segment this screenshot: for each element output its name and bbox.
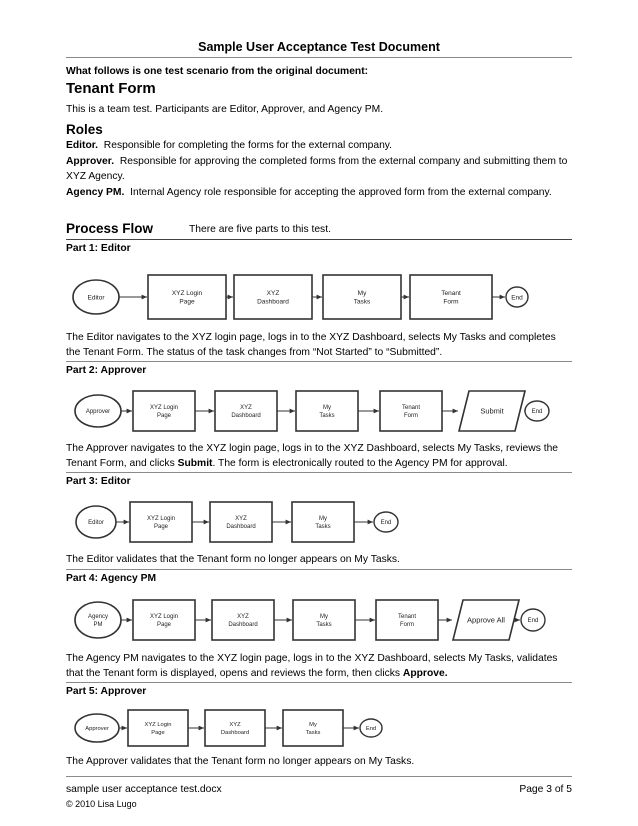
role-name: Approver. <box>66 156 115 167</box>
part-1-rule <box>66 361 572 362</box>
flow-step-my-tasks <box>296 391 358 431</box>
flow-step-tenant-form <box>410 275 492 319</box>
part-3-label: Part 3: Editor <box>66 476 131 487</box>
desc-text: The Approver navigates to the XYZ login page, logs in to the XYZ Dashboard, selects My Tasks, reviews the Tenant Form, and clicks <box>66 443 559 469</box>
flow-node-label: Dashboard <box>231 413 261 420</box>
part-5-label: Part 5: Approver <box>66 686 147 697</box>
flow-node-label: Tenant <box>401 405 421 412</box>
flow-node-label: My <box>319 516 327 523</box>
flow-node-label: My <box>357 290 367 298</box>
flow-node-label: My <box>323 405 331 412</box>
role-name: Agency PM. <box>66 187 125 198</box>
footer-filename: sample user acceptance test.docx <box>66 784 222 795</box>
flow-node-label: Dashboard <box>226 524 256 531</box>
flow-node-label: Form <box>443 298 459 306</box>
flow-node-label: Tenant <box>441 290 461 298</box>
desc-text-after: . The form is electronically routed to the Agency PM for approval. <box>212 458 508 469</box>
flow-step-xyz-login-page <box>128 710 188 746</box>
flow-step-tenant-form <box>380 391 442 431</box>
flow-end-node <box>521 609 545 631</box>
part-3-rule <box>66 569 572 570</box>
flow-node-label: End <box>380 520 392 527</box>
part-5-flowchart <box>66 706 572 752</box>
part-1-description: The Editor navigates to the XYZ login page, logs in to the XYZ Dashboard, selects My Tasks and completes the Tenant Form. The status of the task changes from “Not Started” to “Submitted”. <box>66 332 556 358</box>
flow-node-label: XYZ Login <box>149 405 179 412</box>
flow-node-label: Tenant <box>397 614 417 621</box>
flow-node-label: End <box>511 294 523 302</box>
part-3-description: The Editor validates that the Tenant form no longer appears on My Tasks. <box>66 554 400 565</box>
flow-step-my-tasks <box>323 275 401 319</box>
flow-node-label: Editor <box>87 294 105 302</box>
process-flow-note: There are five parts to this test. <box>189 224 331 235</box>
footer-copyright: © 2010 Lisa Lugo <box>66 799 137 809</box>
header-rule <box>66 57 572 58</box>
role-approver <box>66 154 572 184</box>
flow-node-label: My <box>309 722 317 729</box>
flow-start-approver <box>75 395 121 427</box>
flow-step-my-tasks <box>283 710 343 746</box>
flow-node-label: Page <box>156 413 172 420</box>
flow-node-label: XYZ Login <box>171 290 203 298</box>
flow-step-xyz-dashboard <box>205 710 265 746</box>
flow-node-label: Tasks <box>316 622 332 629</box>
flow-step-approve-all <box>453 600 519 640</box>
flow-node-label: Page <box>153 524 169 531</box>
flow-node-label: Page <box>179 298 195 306</box>
part-2-description <box>66 441 572 471</box>
flow-node-label: Approver <box>85 726 109 733</box>
desc-bold: Submit <box>177 458 213 469</box>
flow-node-label: Page <box>156 622 172 629</box>
flow-node-label: PM <box>93 622 103 629</box>
flow-node-label: End <box>531 409 543 416</box>
flow-start-agency-pm <box>75 602 121 638</box>
role-desc: Responsible for completing the forms for the external company. <box>103 140 393 151</box>
role-desc: Internal Agency role responsible for accepting the approved form from the external company. <box>130 187 552 198</box>
part-3-flowchart <box>66 496 572 548</box>
part-5-description: The Approver validates that the Tenant form no longer appears on My Tasks. <box>66 756 415 767</box>
flow-node-label: Tasks <box>319 413 335 420</box>
flow-node-label: My <box>320 614 328 621</box>
flow-end-node <box>374 512 398 532</box>
flow-end-node <box>506 287 528 307</box>
flow-node-label: Tasks <box>315 524 331 531</box>
flow-node-label: Submit <box>480 406 504 416</box>
flow-node-label: Approve All <box>467 615 505 625</box>
role-name: Editor. <box>66 140 99 151</box>
flow-end-node <box>525 401 549 421</box>
flow-node-label: XYZ <box>235 516 247 523</box>
title-description: This is a team test. Participants are Editor, Approver, and Agency PM. <box>66 104 384 115</box>
flow-node-label: End <box>527 618 539 625</box>
role-desc: Responsible for approving the completed forms from the external company and submitting them to XYZ Agency. <box>66 156 568 182</box>
roles-heading: Roles <box>66 122 103 137</box>
process-rule <box>66 239 572 240</box>
flow-start-approver <box>75 714 119 742</box>
flow-node-label: Approver <box>85 409 111 416</box>
flow-node-label: Page <box>151 729 165 736</box>
process-flow-heading: Process Flow <box>66 221 154 236</box>
flow-end-node <box>360 719 382 737</box>
footer-page-number: Page 3 of 5 <box>519 784 572 795</box>
flow-node-label: Dashboard <box>257 298 289 306</box>
flow-node-label: Tasks <box>353 298 371 306</box>
part-4-flowchart <box>66 594 572 646</box>
flow-node-label: Dashboard <box>220 729 250 736</box>
flow-step-xyz-login-page <box>133 391 195 431</box>
flow-node-label: Dashboard <box>228 622 258 629</box>
flow-step-xyz-login-page <box>130 502 192 542</box>
flow-node-label: XYZ <box>240 405 252 412</box>
flow-step-xyz-dashboard <box>215 391 277 431</box>
flow-node-label: Form <box>404 413 418 420</box>
flow-step-tenant-form <box>376 600 438 640</box>
part-1-label: Part 1: Editor <box>66 243 131 254</box>
part-4-description <box>66 651 572 681</box>
flow-step-xyz-login-page <box>133 600 195 640</box>
role-editor <box>66 138 572 153</box>
footer-rule <box>66 776 572 777</box>
flow-node-label: XYZ Login <box>146 516 176 523</box>
flow-node-label: XYZ <box>229 722 241 729</box>
flow-node-label: End <box>365 726 377 733</box>
desc-text: The Agency PM navigates to the XYZ login page, logs in to the XYZ Dashboard, selects My Tasks, validates that the Tenant form is displayed, opens and reviews the form, then clicks <box>66 653 558 679</box>
flow-node-label: XYZ <box>237 614 249 621</box>
document-header: Sample User Acceptance Test Document <box>198 40 440 54</box>
flow-step-xyz-dashboard <box>234 275 312 319</box>
part-1-flowchart <box>66 267 572 327</box>
role-agency-pm <box>66 185 572 200</box>
part-2-flowchart <box>66 385 572 437</box>
flow-node-label: Tasks <box>305 729 321 736</box>
part-2-rule <box>66 472 572 473</box>
flow-node-label: XYZ <box>266 290 280 298</box>
flow-step-my-tasks <box>293 600 355 640</box>
flow-start-editor <box>76 506 116 538</box>
desc-bold: Approve. <box>402 668 448 679</box>
flow-step-xyz-dashboard <box>212 600 274 640</box>
intro-text: What follows is one test scenario from the original document: <box>66 66 369 77</box>
flow-step-submit <box>459 391 525 431</box>
part-4-rule <box>66 682 572 683</box>
flow-step-xyz-dashboard <box>210 502 272 542</box>
flow-node-label: Agency <box>87 614 109 621</box>
flow-node-label: XYZ Login <box>149 614 179 621</box>
flow-step-xyz-login-page <box>148 275 226 319</box>
flow-step-my-tasks <box>292 502 354 542</box>
part-2-label: Part 2: Approver <box>66 365 147 376</box>
part-4-label: Part 4: Agency PM <box>66 573 157 584</box>
flow-node-label: Editor <box>88 520 104 527</box>
flow-start-editor <box>73 280 119 314</box>
flow-node-label: XYZ Login <box>144 722 172 729</box>
page-title: Tenant Form <box>66 80 156 97</box>
flow-node-label: Form <box>400 622 414 629</box>
